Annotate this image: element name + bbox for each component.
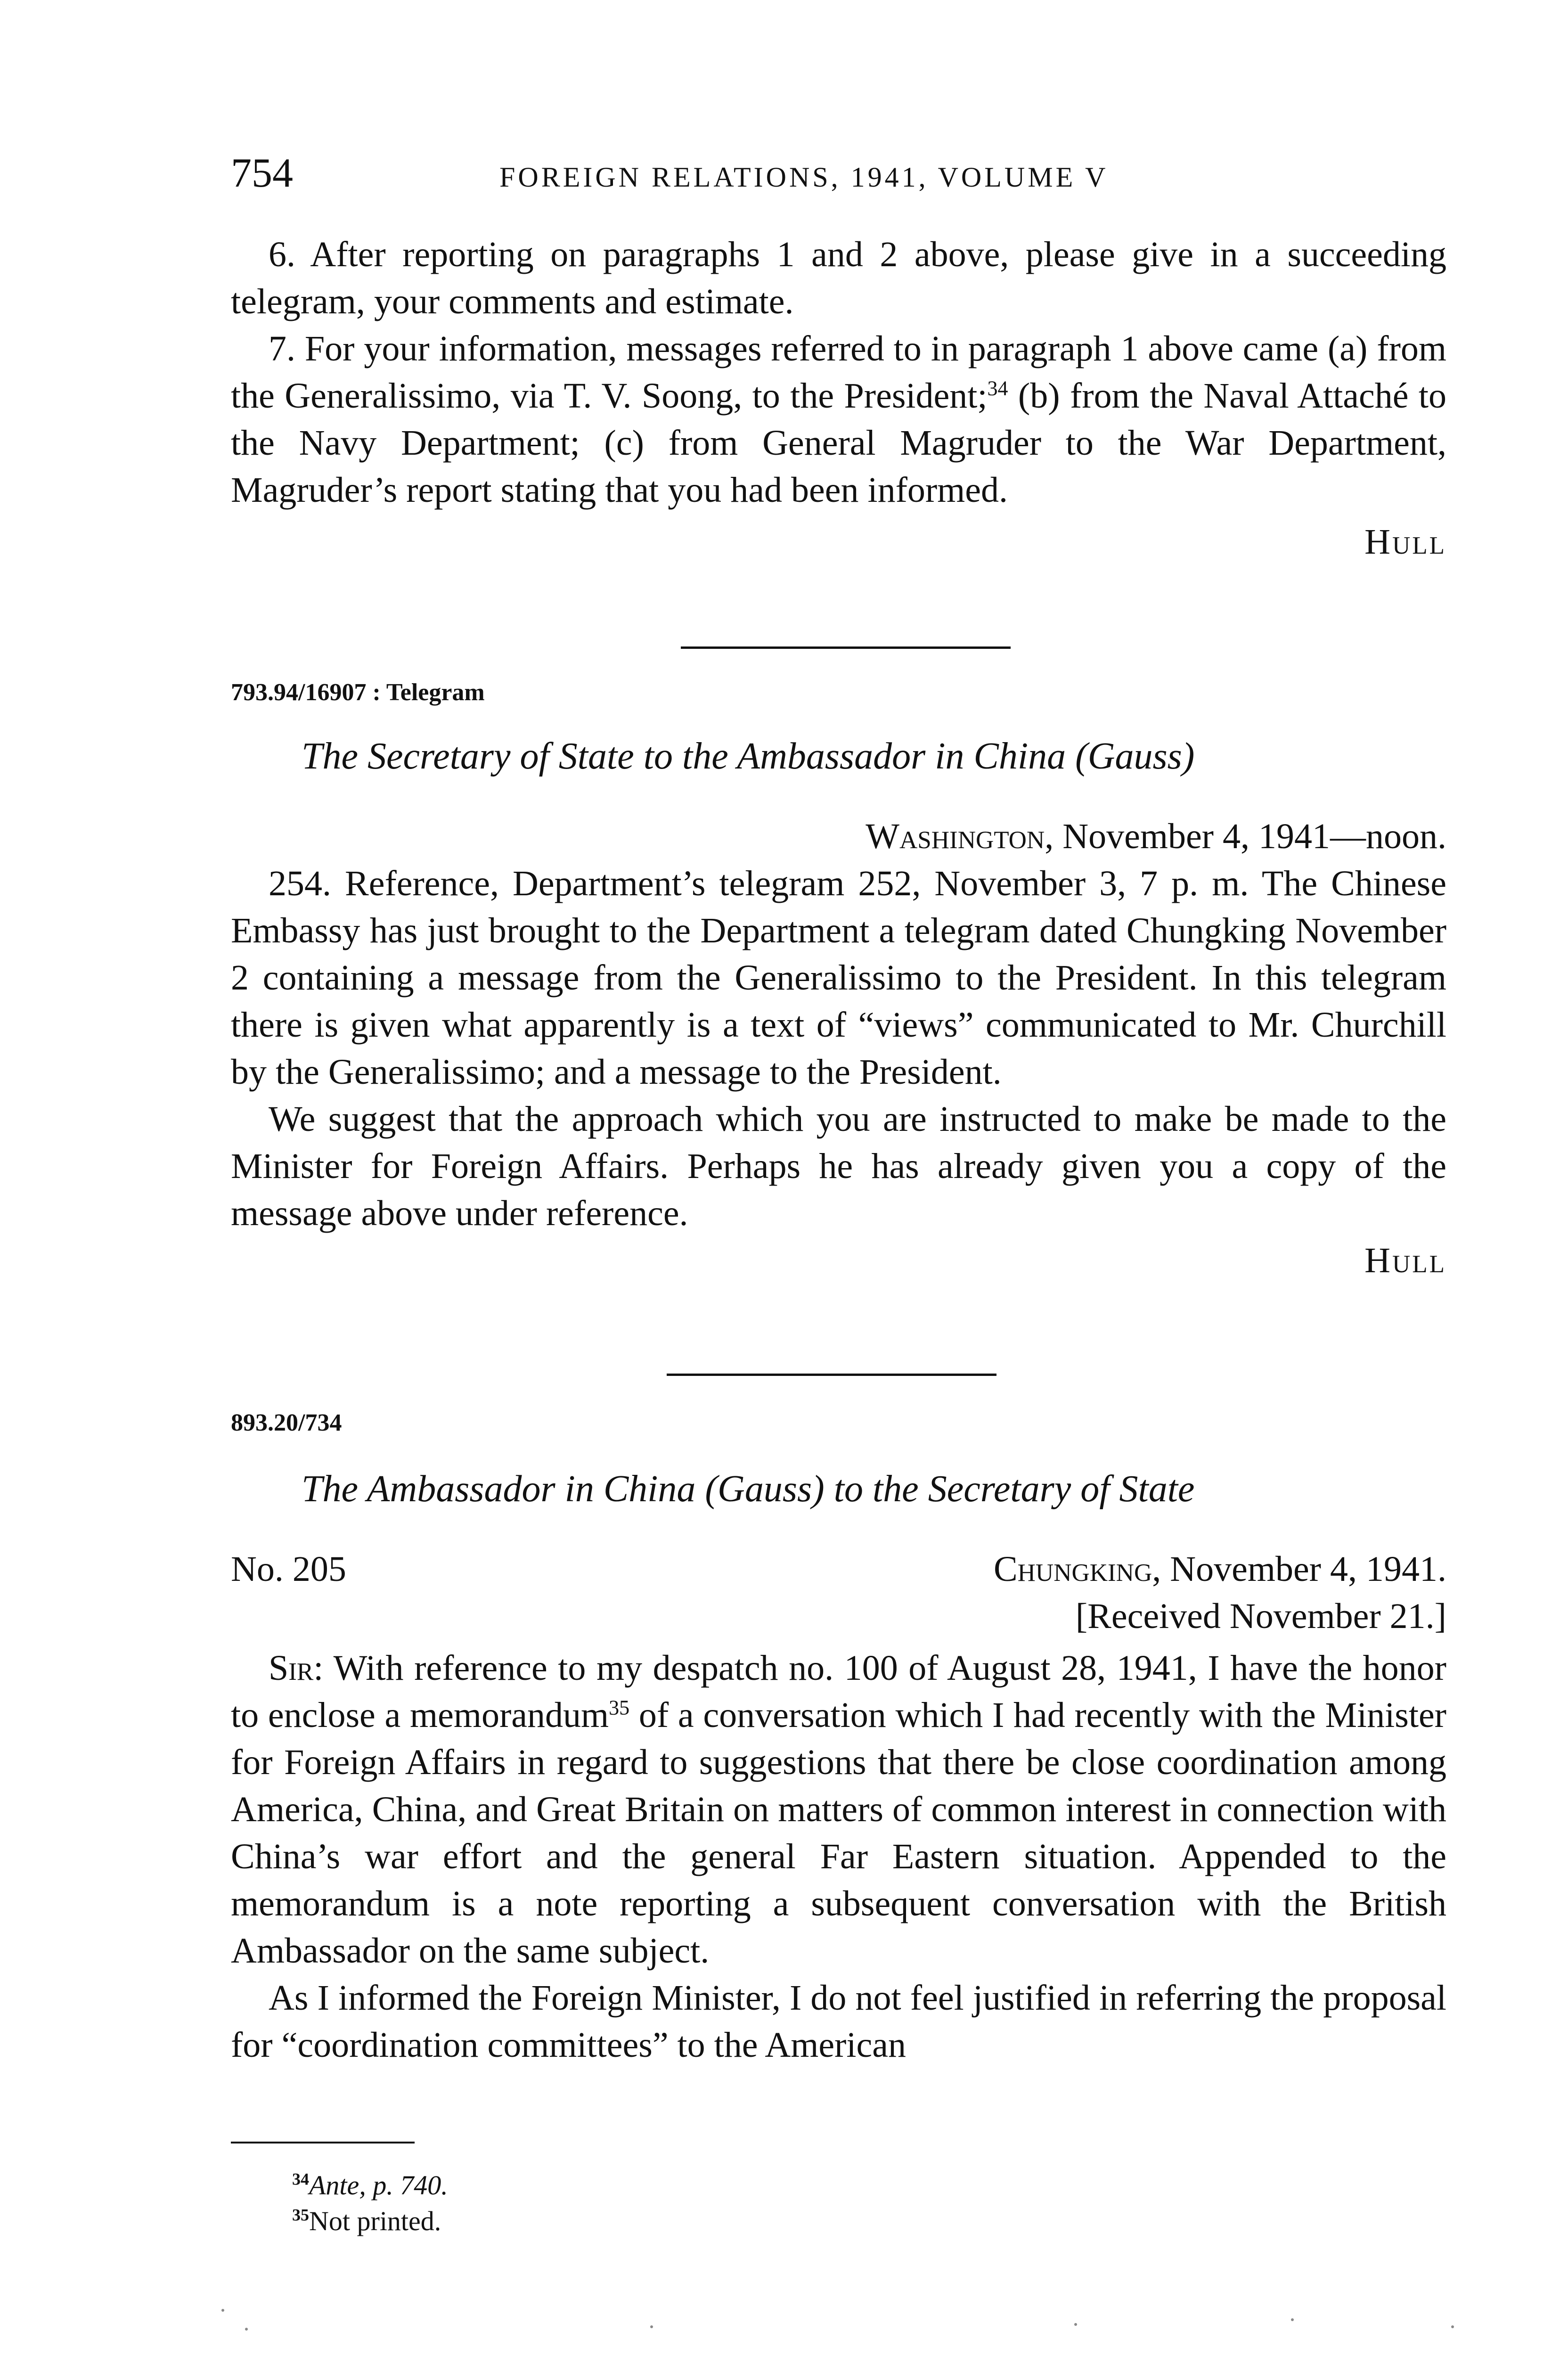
doc2-paragraph-2: As I informed the Foreign Minister, I do not feel justified in referring the proposal for “coordination committees” to the American [231, 1978, 1446, 2065]
footnote-mark: 35 [292, 2205, 309, 2225]
doc1-dateline-place: Washington [866, 817, 1045, 856]
running-head: FOREIGN RELATIONS, 1941, VOLUME V [499, 162, 1109, 193]
footnote-35 [292, 2203, 1329, 2239]
doc1-dateline [231, 813, 1446, 860]
doc2-paragraph-1 [231, 1644, 1446, 1974]
file-number-doc2: 893.20/734 [231, 1409, 342, 1436]
paragraph-7 [231, 325, 1446, 514]
doc2-dateline-place: Chungking [993, 1549, 1152, 1589]
footnote-ref-35: 35 [609, 1696, 630, 1719]
doc2-paragraph-1-text-a: : With reference to my despatch no. 100 of August 28, 1941, I have the honor to enclose a memorandum [231, 1648, 1446, 1735]
paragraph-6: 6. After reporting on paragraphs 1 and 2 above, please give in a succeeding telegram, your comments and estimate. [231, 235, 1446, 321]
scan-speck [221, 2309, 224, 2312]
doc2-title: The Ambassador in China (Gauss) to the Secretary of State [302, 1468, 1195, 1510]
scan-speck [1074, 2323, 1077, 2326]
doc1-title: The Secretary of State to the Ambassador in China (Gauss) [302, 736, 1195, 777]
footnote-text: Not printed. [309, 2206, 441, 2236]
footnote-text: Ante, p. 740. [309, 2170, 448, 2201]
paragraph-7-text-a: 7. For your information, messages referred to in paragraph 1 above came (a) from the Generalissimo, via T. V. Soong, to the President; [231, 329, 1446, 416]
footnote-ref-34: 34 [987, 376, 1008, 400]
doc1-paragraph-2: We suggest that the approach which you are instructed to make be made to the Minister for Foreign Affairs. Perhaps he has already given you a copy of the message above under reference. [231, 1099, 1446, 1233]
scan-speck [1451, 2325, 1454, 2328]
top-section [231, 231, 1446, 565]
doc1-body [231, 813, 1446, 1284]
doc2-salutation: Sir [269, 1648, 314, 1688]
file-number-doc1: 793.94/16907 : Telegram [231, 679, 485, 706]
footnote-mark: 34 [292, 2169, 309, 2189]
scan-speck [1291, 2318, 1294, 2321]
footnotes [292, 2168, 1329, 2239]
section-divider-1 [681, 646, 1011, 649]
doc2-dateline-date: , November 4, 1941. [1152, 1549, 1446, 1589]
doc2-despatch-heading [231, 1546, 1446, 1593]
doc2-despatch-number: No. 205 [231, 1549, 346, 1589]
doc2-dateline [994, 1546, 1446, 1593]
doc1-dateline-date: , November 4, 1941—noon. [1045, 817, 1446, 856]
page-header [231, 150, 1446, 202]
scan-speck [650, 2325, 653, 2328]
footnote-rule [231, 2142, 415, 2143]
page-number: 754 [231, 150, 293, 196]
paragraph-7-text-b: (b) from the Naval Attaché to the Navy Department; (c) from General Magruder to the War Department, Magruder’s report stating that you had been informed. [231, 376, 1446, 510]
section-divider-2 [667, 1374, 996, 1376]
doc1-paragraph-1: 254. Reference, Department’s telegram 252, November 3, 7 p. m. The Chinese Embassy has just brought to the Department a telegram dated Chungking November 2 containing a message from the Generalissimo to the President. In this telegram there is given what apparently is a text of “views” communicated to Mr. Churchill by the Generalissimo; and a message to the President. [231, 864, 1446, 1092]
footnote-34 [292, 2168, 1329, 2203]
doc2-paragraph-1-text-b: of a conversation which I had recently with the Minister for Foreign Affairs in regard to suggestions that there be close coordination among America, China, and Great Britain on matters of common interest in connection with China’s war effort and the general Far Eastern situation. Appended to the memorandum is a note reporting a subsequent conversation with the British Ambassador on the same subject. [231, 1695, 1446, 1971]
scan-speck [245, 2328, 248, 2331]
doc2-body [231, 1644, 1446, 2069]
doc2-received-note: [Received November 21.] [1075, 1596, 1446, 1636]
signature-hull-2: Hull [1364, 1241, 1446, 1280]
signature-hull-1: Hull [1364, 522, 1446, 562]
